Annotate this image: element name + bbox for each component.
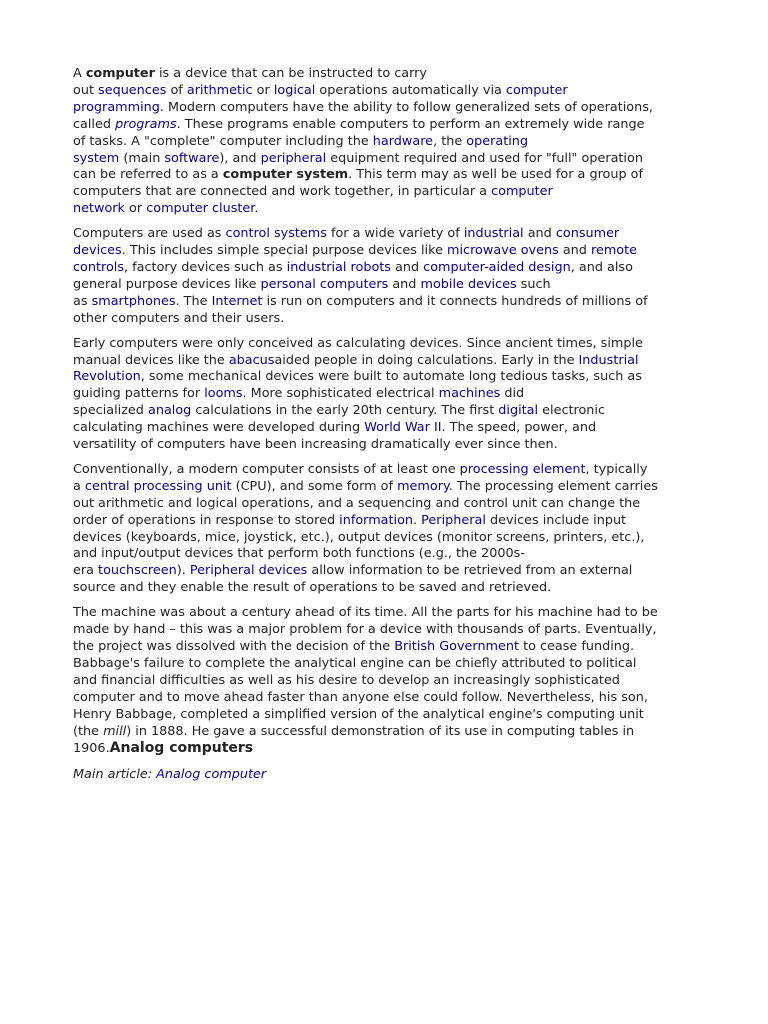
inline-link[interactable]: mobile devices — [420, 276, 517, 292]
main-article-hatnote — [73, 767, 708, 784]
text-run: is a device that can be instructed to carry out — [73, 66, 427, 98]
text-run: to cease funding. Babbage's failure to complete the analytical engine can be chiefly attributed to political and financial difficulties as well as his desire to develop an increasingly sophisticated computer and to move ahead faster than anyone else could follow. Nevertheless, his son, Henry Babbage, completed a simplified version of the analytical engine's computing unit (the — [73, 639, 648, 739]
inline-link[interactable]: hardware — [372, 133, 434, 149]
paragraph-3 — [73, 336, 708, 454]
inline-link[interactable]: computer cluster — [146, 201, 255, 217]
text-run: or — [124, 201, 147, 217]
text-run: for a wide variety of — [326, 226, 464, 242]
inline-link[interactable]: memory — [397, 478, 449, 494]
inline-link[interactable]: operating system — [73, 133, 529, 166]
inline-link[interactable]: processing element — [459, 461, 586, 477]
inline-link[interactable]: consumer devices — [73, 226, 620, 259]
inline-link[interactable]: analog — [148, 403, 192, 419]
inline-link[interactable]: programs — [115, 116, 177, 132]
text-run: computer — [85, 66, 155, 81]
inline-link[interactable]: digital — [498, 403, 539, 419]
text-run: electronic calculating machines were developed during — [73, 403, 606, 436]
text-run: and — [388, 276, 421, 292]
text-run: aided people in doing calculations. Early in the — [274, 352, 579, 368]
text-run: , some mechanical devices were built to automate long tedious tasks, such as guiding patterns for — [73, 369, 642, 402]
inline-link[interactable]: software — [164, 150, 220, 166]
text-run: . This term may as well be used for a group of computers that are connected and work together, in particular a — [73, 167, 644, 200]
article-body — [73, 66, 708, 758]
inline-link[interactable]: peripheral — [260, 150, 327, 166]
inline-link[interactable]: touchscreen — [98, 563, 177, 579]
hatnote-prefix: Main article: — [73, 767, 157, 783]
inline-link[interactable]: remote controls — [73, 243, 638, 275]
text-run: allow information to be retrieved from an external source and they enable the result of operations to be saved and retrieved. — [73, 563, 633, 596]
inline-link[interactable]: logical — [273, 82, 316, 98]
inline-link[interactable]: arithmetic — [186, 82, 253, 98]
text-run: , factory devices such as — [124, 259, 287, 275]
section-heading: Analog computers — [109, 740, 254, 757]
text-run: is run on computers and it connects hundreds of millions of other computers and their users. — [73, 293, 648, 326]
inline-link[interactable]: computer network — [73, 184, 553, 217]
text-run: . Modern computers have the ability to follow generalized sets of operations, called — [73, 99, 653, 132]
text-run: The machine was about a century ahead of its time. All the parts for his machine had to be made by hand – this was a major problem for a device with thousands of parts. Eventually, the project was dissolved with the decision of the — [73, 605, 658, 654]
paragraph-2 — [73, 226, 708, 327]
inline-link[interactable]: machines — [438, 386, 501, 402]
inline-link[interactable]: industrial — [463, 226, 524, 242]
text-run: and — [558, 243, 591, 259]
text-run: ). — [176, 563, 190, 579]
inline-link[interactable]: abacus — [228, 352, 275, 368]
paragraph-4 — [73, 462, 708, 597]
text-run: such as — [73, 276, 551, 309]
inline-link[interactable]: control systems — [225, 226, 327, 242]
text-run: calculations in the early 20th century. The first — [191, 403, 499, 419]
inline-link[interactable]: central processing unit — [84, 478, 232, 494]
text-run: . More sophisticated electrical — [242, 386, 439, 402]
text-run: , the — [433, 133, 467, 149]
text-run: (CPU), and some form of — [231, 478, 398, 494]
text-run: . The — [175, 293, 212, 309]
text-run: Early computers were only conceived as calculating devices. Since ancient times, simple manual devices like the — [73, 335, 643, 368]
text-run: did specialized — [73, 386, 525, 419]
inline-link[interactable]: computer programming — [73, 82, 568, 115]
inline-link[interactable]: sequences — [98, 82, 167, 98]
analog-computer-link[interactable]: Analog computer — [156, 767, 267, 783]
text-run: . — [413, 512, 422, 528]
inline-link[interactable]: personal computers — [260, 276, 389, 292]
text-run: mill — [103, 723, 127, 739]
text-run: operations automatically via — [315, 82, 506, 98]
text-run: . The speed, power, and versatility of computers have been increasing dramatically ever since then. — [73, 420, 597, 453]
text-run: . The processing element carries out arithmetic and logical operations, and a sequencing and control unit can change the order of operations in response to stored — [73, 478, 658, 528]
inline-link[interactable]: microwave ovens — [447, 243, 559, 259]
text-run: and — [390, 259, 424, 275]
text-run: A — [73, 66, 86, 81]
text-run: . — [254, 201, 259, 217]
text-run: , and also general purpose devices like — [73, 259, 633, 292]
inline-link[interactable]: Industrial Revolution — [73, 352, 639, 385]
inline-link[interactable]: industrial robots — [286, 259, 391, 275]
inline-link[interactable]: British Government — [394, 639, 520, 654]
text-run: and — [523, 226, 556, 242]
text-run: devices include input devices (keyboards, mice, joystick, etc.), output devices (monitor screens, printers, etc.), and input/output devices that perform both functions (e.g., the 2000s- era — [73, 512, 645, 579]
text-run: equipment required and used for "full" operation can be referred to as a — [73, 150, 643, 183]
inline-link[interactable]: smartphones — [91, 293, 176, 309]
text-run: of — [166, 82, 187, 98]
paragraph-1 — [73, 66, 708, 218]
inline-link[interactable]: looms — [204, 386, 243, 402]
text-run: ) in 1888. He gave a successful demonstration of its use in computing tables in 1906. — [73, 723, 635, 757]
inline-link[interactable]: information — [339, 512, 414, 528]
text-run: or — [252, 82, 274, 98]
inline-link[interactable]: Peripheral devices — [189, 563, 308, 579]
text-run: Conventionally, a modern computer consists of at least one — [73, 461, 460, 477]
text-run: ), and — [219, 150, 261, 166]
text-run: , typically a — [73, 461, 648, 494]
text-run: (main — [119, 150, 165, 166]
inline-link[interactable]: Peripheral — [421, 512, 486, 528]
text-run: computer system — [222, 167, 349, 183]
paragraph-5 — [73, 605, 708, 758]
inline-link[interactable]: Internet — [211, 293, 263, 309]
text-run: . These programs enable computers to perform an extremely wide range of tasks. A "complete" computer including the — [73, 116, 645, 149]
inline-link[interactable]: computer-aided design — [423, 259, 571, 275]
text-run: . This includes simple special purpose devices like — [121, 243, 448, 259]
inline-link[interactable]: World War II — [364, 420, 442, 436]
text-run: Computers are used as — [73, 226, 226, 242]
